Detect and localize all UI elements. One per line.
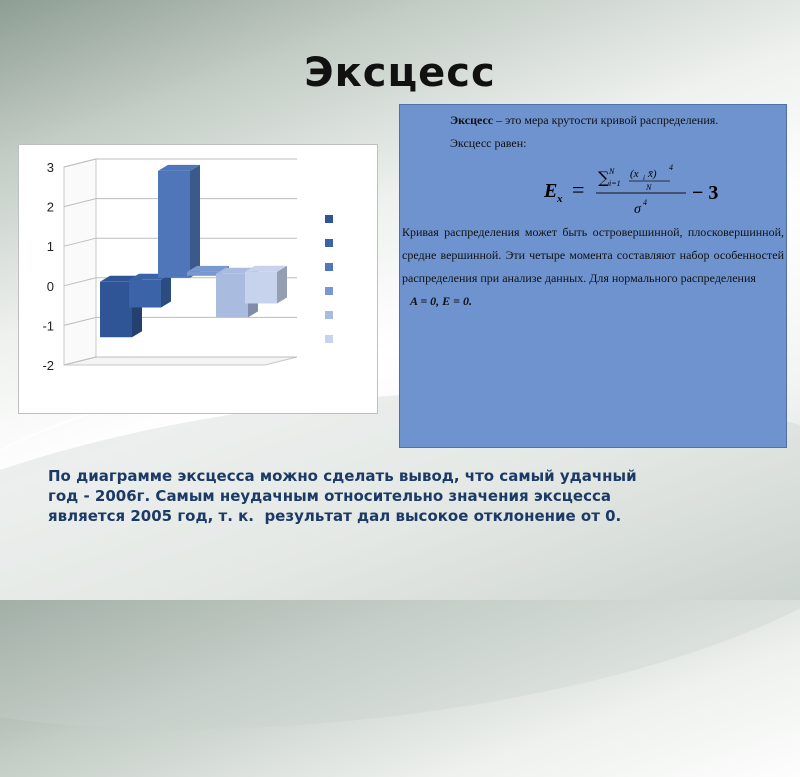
formula-term: (x — [630, 168, 639, 180]
y-tick-label: -2 — [42, 358, 54, 373]
y-tick-label: 0 — [46, 278, 54, 294]
definition-panel — [399, 104, 787, 448]
gridline — [64, 317, 297, 325]
normal-values: A = 0, E = 0. — [410, 294, 473, 308]
formula-term-mid: x̄) — [648, 168, 657, 180]
formula-lhs-sub: x — [557, 193, 563, 205]
formula-over-n: N — [646, 183, 652, 192]
excess-equals: Эксцесс равен: — [450, 136, 527, 150]
bar — [129, 280, 161, 308]
legend-marker — [325, 311, 333, 319]
y-tick-label: 2 — [46, 199, 54, 215]
formula-term-pow: 4 — [669, 163, 673, 172]
legend-marker — [325, 263, 333, 271]
chart-floor — [64, 357, 297, 365]
kurtosis-formula — [402, 155, 784, 221]
definition-rest: – это мера крутости кривой распределения. — [493, 113, 719, 127]
legend-marker — [325, 215, 333, 223]
chart-canvas — [19, 145, 377, 413]
formula-graphic — [540, 161, 750, 221]
y-tick-label: -1 — [42, 318, 54, 334]
formula-sum: ∑ — [598, 168, 610, 187]
conclusion-line: По диаграмме эксцесса можно сделать вывод, что самый удачный — [48, 467, 637, 485]
bar-side — [277, 266, 287, 304]
slide-title: Эксцесс — [304, 50, 496, 96]
legend-marker — [325, 239, 333, 247]
chart-side-wall — [64, 159, 96, 365]
kurtosis-chart — [18, 144, 378, 414]
bar-side — [190, 165, 200, 278]
formula-sum-upper: N — [609, 167, 615, 176]
definition-term: Эксцесс — [450, 113, 494, 127]
conclusion-text — [48, 466, 748, 526]
legend-marker — [325, 335, 333, 343]
distribution-paragraph: Кривая распределения может быть островершинной, плосковершинной, средне вершинной. Эти четыре момента составляют набор особенностей распределения при анализе данных. Для нормального распределения — [402, 225, 784, 285]
bar — [216, 274, 248, 318]
bar — [187, 272, 219, 276]
bar — [100, 282, 132, 337]
formula-minus: − 3 — [692, 182, 719, 204]
bar — [158, 171, 190, 278]
legend-marker — [325, 287, 333, 295]
svg-text:=: = — [572, 177, 585, 202]
y-tick-label: 1 — [46, 239, 54, 255]
formula-sum-lower: i=1 — [609, 179, 621, 188]
formula-lhs: E — [544, 180, 558, 202]
y-tick-label: 3 — [46, 160, 54, 175]
conclusion-line: является 2005 год, т. к. результат дал высокое отклонение от 0. — [48, 507, 622, 525]
formula-denom-pow: 4 — [643, 198, 647, 207]
bar — [245, 272, 277, 304]
definition-text — [402, 109, 784, 132]
conclusion-line: год - 2006г. Самым неудачным относительно значения эксцесса — [48, 487, 611, 505]
formula-denom: σ — [634, 202, 641, 217]
formula-term-sub: i — [643, 174, 645, 182]
